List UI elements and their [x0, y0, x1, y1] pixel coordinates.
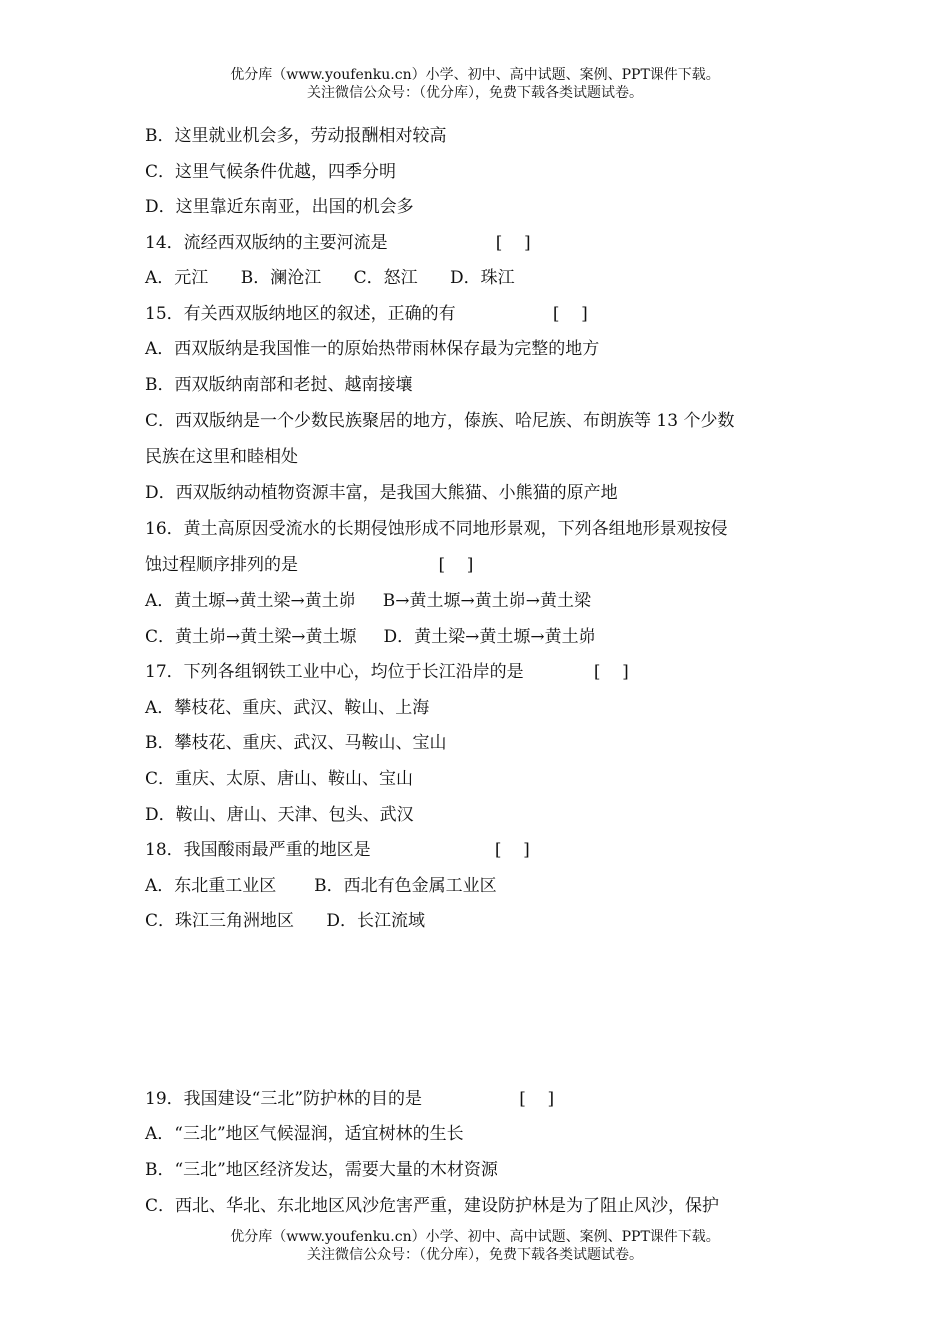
option-19c: C．西北、华北、东北地区风沙危害严重，建设防护林是为了阻止风沙，保护 [145, 1196, 720, 1216]
option-15c: C．西双版纳是一个少数民族聚居的地方，傣族、哈尼族、布朗族等 13 个少数 [145, 411, 735, 431]
option-17b: B．攀枝花、重庆、武汉、马鞍山、宝山 [145, 733, 447, 753]
option-19a: A．“三北”地区气候湿润，适宜树林的生长 [145, 1124, 464, 1144]
question-19: 19．我国建设“三北”防护林的目的是 [ ] [145, 1089, 555, 1109]
question-17: 17．下列各组钢铁工业中心，均位于长江沿岸的是 [ ] [145, 662, 629, 682]
option-15b: B．西双版纳南部和老挝、越南接壤 [145, 375, 413, 395]
page-header [0, 66, 950, 102]
options-16-ab: A．黄土塬→黄土梁→黄土峁 B→黄土塬→黄土峁→黄土梁 [145, 591, 592, 611]
option-15d: D．西双版纳动植物资源丰富，是我国大熊猫、小熊猫的原产地 [145, 483, 618, 503]
header-line-2: 关注微信公众号：（优分库），免费下载各类试题试卷。 [307, 85, 643, 101]
option-13d: D．这里靠近东南亚，出国的机会多 [145, 197, 414, 217]
option-17c: C．重庆、太原、唐山、鞍山、宝山 [145, 769, 414, 789]
footer-line-2: 关注微信公众号：（优分库），免费下载各类试题试卷。 [307, 1247, 643, 1263]
question-14: 14．流经西双版纳的主要河流是 [ ] [145, 233, 531, 253]
option-13c: C．这里气候条件优越，四季分明 [145, 162, 397, 182]
page-footer [0, 1228, 950, 1264]
option-15a: A．西双版纳是我国惟一的原始热带雨林保存最为完整的地方 [145, 339, 600, 359]
header-line-1: 优分库（www.youfenku.cn）小学、初中、高中试题、案例、PPT课件下载。 [230, 67, 720, 83]
option-17d: D．鞍山、唐山、天津、包头、武汉 [145, 805, 414, 825]
option-15c-cont: 民族在这里和睦相处 [145, 447, 298, 467]
options-14: A．元江 B．澜沧江 C．怒江 D．珠江 [145, 268, 515, 288]
footer-line-1: 优分库（www.youfenku.cn）小学、初中、高中试题、案例、PPT课件下载。 [230, 1229, 720, 1245]
question-18: 18．我国酸雨最严重的地区是 [ ] [145, 840, 530, 860]
question-16-cont: 蚀过程顺序排列的是 [ ] [145, 555, 474, 575]
question-16: 16．黄土高原因受流水的长期侵蚀形成不同地形景观，下列各组地形景观按侵 [145, 519, 728, 539]
option-17a: A．攀枝花、重庆、武汉、鞍山、上海 [145, 698, 430, 718]
options-16-cd: C．黄土峁→黄土梁→黄土塬 D．黄土梁→黄土塬→黄土峁 [145, 627, 596, 647]
option-13b: B．这里就业机会多，劳动报酬相对较高 [145, 126, 447, 146]
options-18-cd: C．珠江三角洲地区 D．长江流域 [145, 911, 426, 931]
question-15: 15．有关西双版纳地区的叙述，正确的有 [ ] [145, 304, 588, 324]
option-19b: B．“三北”地区经济发达，需要大量的木材资源 [145, 1160, 498, 1180]
options-18-ab: A．东北重工业区 B．西北有色金属工业区 [145, 876, 497, 896]
